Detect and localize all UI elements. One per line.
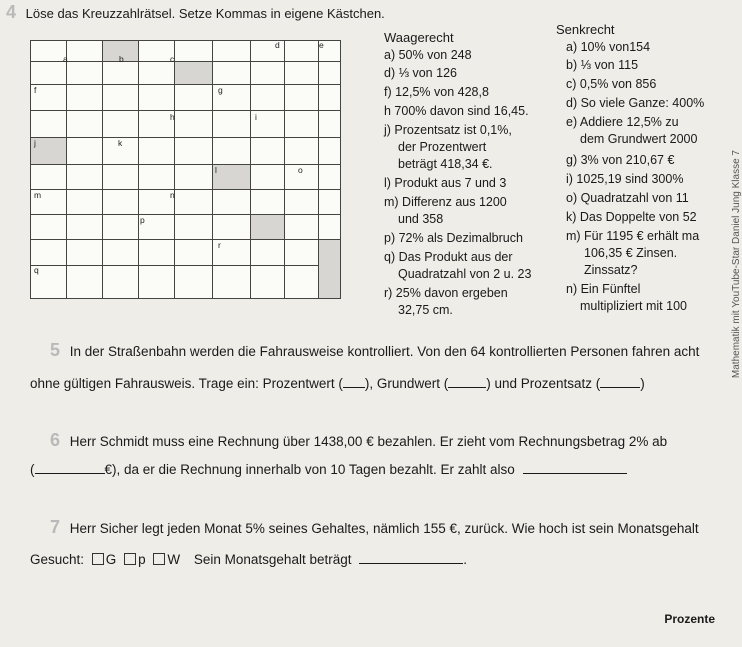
task7-end: . [463,552,468,567]
task6-line1 [50,430,667,451]
prozentwert-blank[interactable] [343,387,365,388]
checkbox-g-label: G [105,552,117,567]
clue-o-senk: o) Quadratzahl von 11 [566,191,689,205]
task-number: 5 [50,340,61,360]
clue-c-senk: c) 0,5% von 856 [566,77,657,91]
clue-d: d) ⅓ von 126 [384,66,457,80]
grid-label-e: e [319,40,324,50]
task7-line2 [30,552,467,567]
grid-label-g: g [218,85,223,95]
task7-text-2: Sein Monatsgehalt beträgt [193,552,352,567]
task6-text-b: €), da er die Rechnung innerhalb von 10 Tagen bezahlt. Er zahlt also [104,462,515,477]
task5-text: In der Straßenbahn werden die Fahrausweise kontrolliert. Von den 64 kontrollierten Personen fahren acht [69,344,700,359]
task7-line1 [50,517,699,538]
task5-line2 [30,376,645,391]
monatsgehalt-blank[interactable] [359,563,463,564]
clue-a: a) 50% von 248 [384,48,472,62]
grid-label-f: f [34,85,37,95]
clue-d-senk: d) So viele Ganze: 400% [566,96,705,110]
task5-text-a: ohne gültigen Fahrausweis. Trage ein: Prozentwert ( [30,376,343,391]
task5-text-c: ) und Prozentsatz ( [486,376,601,391]
checkbox-p-label: p [138,552,146,567]
footer-label: Prozente [664,612,715,626]
task4-heading [6,2,385,23]
abzug-blank[interactable] [35,473,105,474]
checkbox-p[interactable] [124,553,136,565]
task-number: 6 [50,430,61,450]
clue-m-senk-line2: 106,35 € Zinsen. [584,246,678,260]
grid-label-q: q [34,265,39,275]
senkrecht-clues [556,22,704,314]
clue-q-line2: Quadratzahl von 2 u. 23 [398,267,532,281]
grid-label-c: c [170,54,175,64]
task5-line1 [50,340,699,361]
clue-q: q) Das Produkt aus der [384,250,513,264]
clue-n-senk: n) Ein Fünftel [566,282,641,296]
clue-m-senk: m) Für 1195 € erhält ma [566,229,700,243]
senkrecht-title: Senkrecht [556,22,615,37]
clue-g-senk: g) 3% von 210,67 € [566,153,675,167]
grid-label-d: d [275,40,280,50]
grid-label-n: n [170,190,175,200]
clue-e-senk: e) Addiere 12,5% zu [566,115,679,129]
grid-label-r: r [218,240,221,250]
gesucht-label: Gesucht: [30,552,85,567]
clue-m-line2: und 358 [398,212,444,226]
waagerecht-title: Waagerecht [384,30,454,45]
task6-text: Herr Schmidt muss eine Rechnung über 1438,00 € bezahlen. Er zieht vom Rechnungsbetrag 2% ab [69,434,668,449]
checkbox-g[interactable] [92,553,104,565]
crossword-grid [30,40,378,305]
task7-text: Herr Sicher legt jeden Monat 5% seines Gehaltes, nämlich 155 €, zurück. Wie hoch ist sein Monatsgehalt [69,521,699,536]
prozentsatz-blank[interactable] [600,387,640,388]
grid-label-l: l [215,165,217,175]
grid-label-b: b [119,54,124,64]
side-publisher-text: Mathematik mit YouTube-Star Daniel Jung Klasse 7 [731,150,742,379]
task5-text-b: ), Grundwert ( [364,376,449,391]
clue-j-line2: der Prozentwert [398,140,487,154]
checkbox-w[interactable] [153,553,165,565]
grid-label-j: j [34,138,36,148]
grid-label-m: m [34,190,42,200]
grid-label-a: a [63,54,68,64]
task-instruction: Löse das Kreuzzahlrätsel. Setze Kommas in eigene Kästchen. [25,6,385,21]
task5-text-d: ) [640,376,645,391]
task6-line2 [30,462,627,477]
waagerecht-clues [384,30,531,318]
clue-j-line3: beträgt 418,34 €. [398,157,493,171]
clue-h: h 700% davon sind 16,45. [384,104,529,118]
task6-text-a: ( [30,462,35,477]
clue-l: l) Produkt aus 7 und 3 [384,176,507,190]
task-number: 4 [6,2,17,22]
clue-i-senk: i) 1025,19 sind 300% [566,172,684,186]
clue-e-senk-line2: dem Grundwert 2000 [580,132,698,146]
clue-b-senk: b) ⅓ von 115 [566,58,639,72]
zahlbetrag-blank[interactable] [523,473,627,474]
clue-n-senk-line2: multipliziert mit 100 [580,299,687,313]
task-number: 7 [50,517,61,537]
grid-label-i: i [255,112,257,122]
grundwert-blank[interactable] [448,387,486,388]
checkbox-w-label: W [167,552,181,567]
clue-m: m) Differenz aus 1200 [384,195,507,209]
clue-r: r) 25% davon ergeben [384,286,508,300]
grid-label-k: k [118,138,123,148]
clue-j: j) Prozentsatz ist 0,1%, [384,123,512,137]
grid-label-h: h [170,112,175,122]
clue-r-line2: 32,75 cm. [398,303,453,317]
clue-k-senk: k) Das Doppelte von 52 [566,210,697,224]
clue-m-senk-line3: Zinssatz? [584,263,638,277]
grid-label-p: p [140,215,145,225]
clue-a-senk: a) 10% von154 [566,40,651,54]
clue-f: f) 12,5% von 428,8 [384,85,489,99]
grid-label-o: o [298,165,303,175]
clue-p: p) 72% als Dezimalbruch [384,231,523,245]
